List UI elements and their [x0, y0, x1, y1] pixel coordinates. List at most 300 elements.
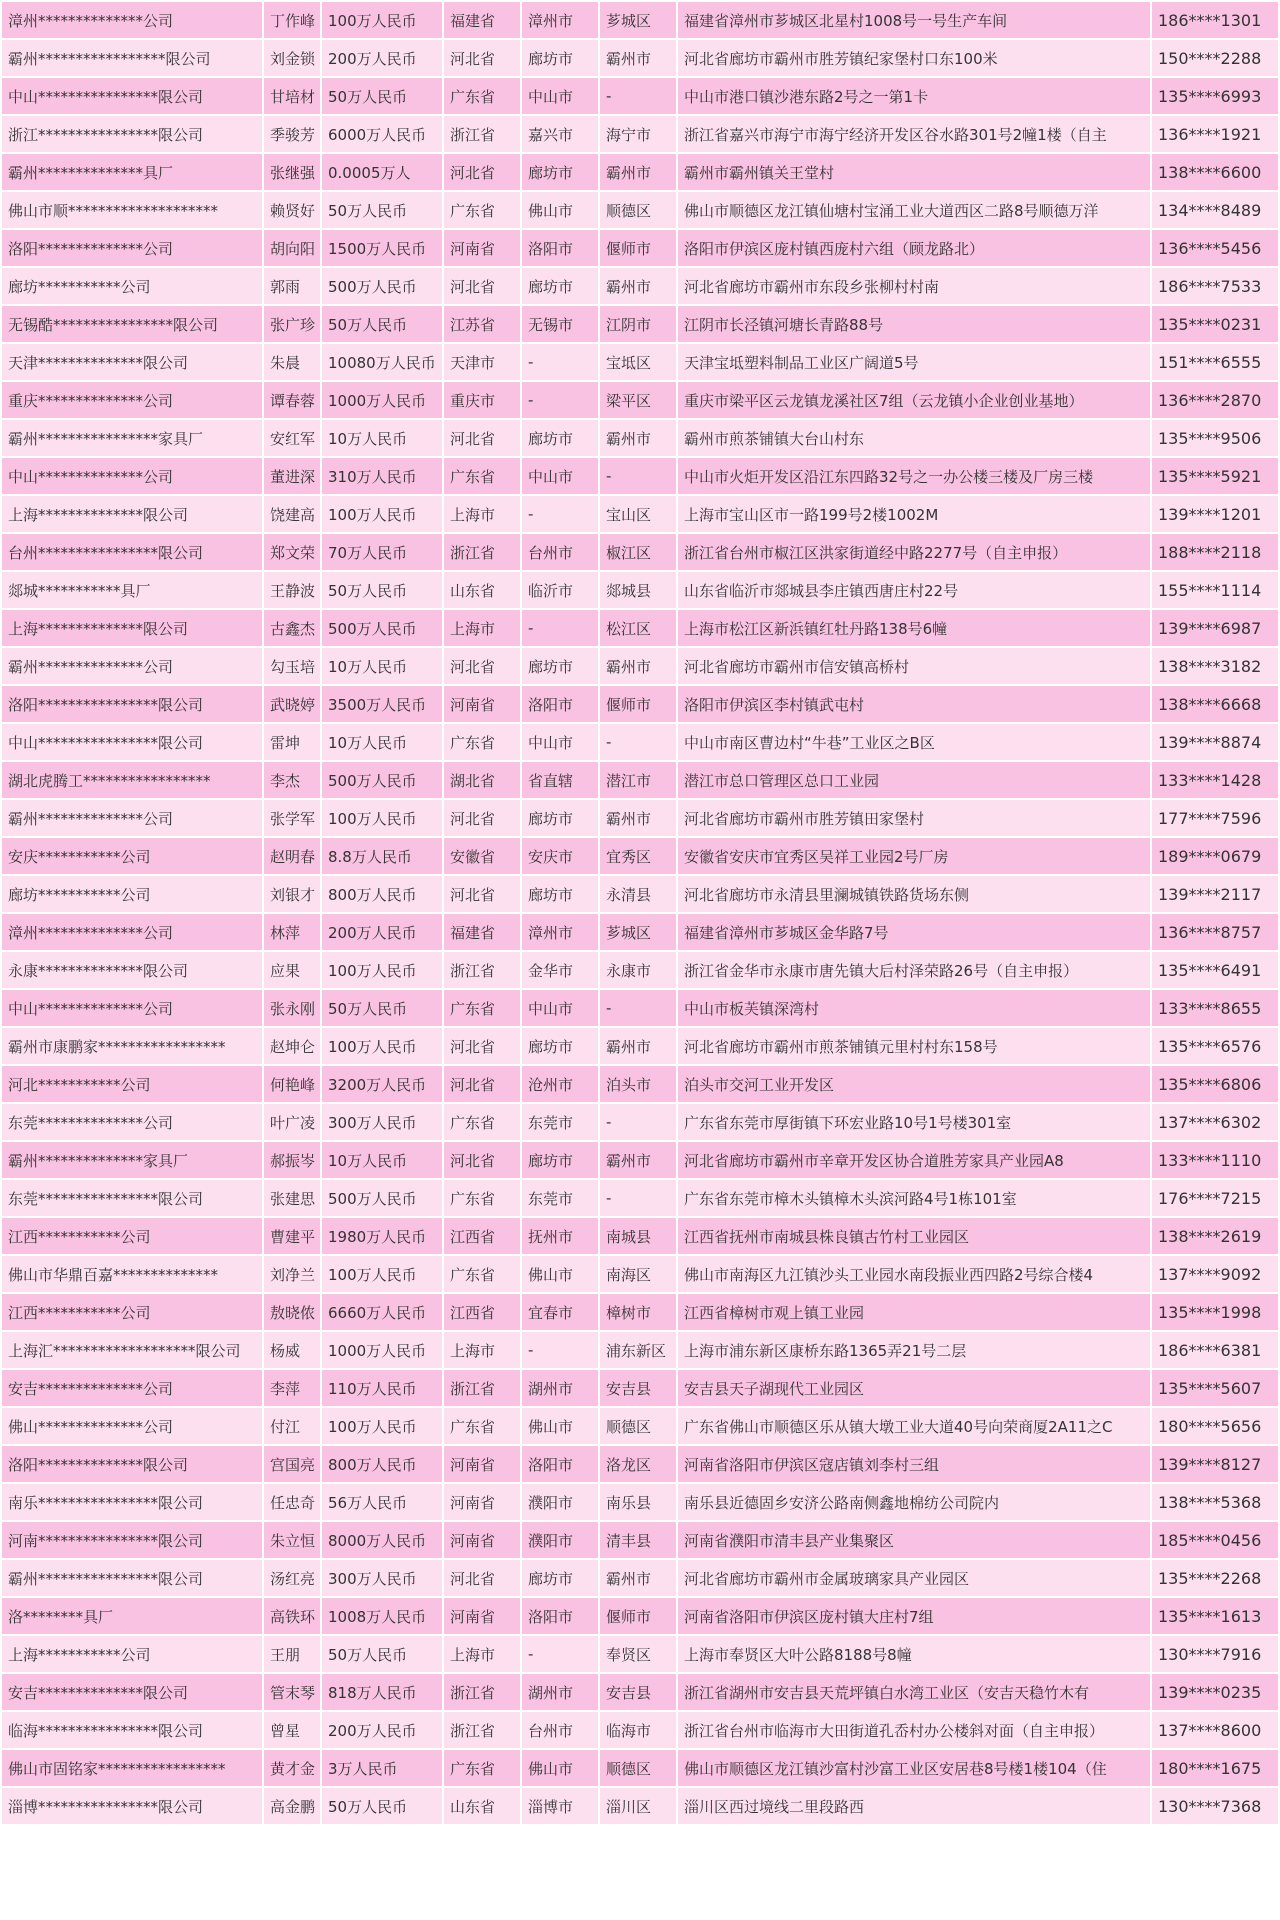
- address-cell: 潜江市总口管理区总口工业园: [678, 762, 1150, 798]
- legal-rep-cell: 董进深: [264, 458, 320, 494]
- company-name-cell: 中山**************公司: [2, 458, 262, 494]
- province-cell: 浙江省: [444, 952, 520, 988]
- capital-cell: 50万人民币: [322, 1788, 442, 1824]
- district-cell: 霸州市: [600, 1142, 676, 1178]
- district-cell: 永清县: [600, 876, 676, 912]
- company-name-cell: 江西***********公司: [2, 1218, 262, 1254]
- table-row: [2, 78, 1278, 114]
- province-cell: 河北省: [444, 1066, 520, 1102]
- company-name-cell: 东莞****************限公司: [2, 1180, 262, 1216]
- capital-cell: 50万人民币: [322, 1636, 442, 1672]
- city-cell: -: [522, 382, 598, 418]
- capital-cell: 8000万人民币: [322, 1522, 442, 1558]
- company-name-cell: 河南****************限公司: [2, 1522, 262, 1558]
- district-cell: 清丰县: [600, 1522, 676, 1558]
- company-name-cell: 佛山市华鼎百嘉**************: [2, 1256, 262, 1292]
- legal-rep-cell: 古鑫杰: [264, 610, 320, 646]
- district-cell: 海宁市: [600, 116, 676, 152]
- phone-cell: 138****2619: [1152, 1218, 1278, 1254]
- table-row: [2, 1066, 1278, 1102]
- province-cell: 河南省: [444, 686, 520, 722]
- address-cell: 河北省廊坊市霸州市金属玻璃家具产业园区: [678, 1560, 1150, 1596]
- company-name-cell: 洛阳**************限公司: [2, 1446, 262, 1482]
- legal-rep-cell: 赖贤好: [264, 192, 320, 228]
- capital-cell: 500万人民币: [322, 762, 442, 798]
- province-cell: 浙江省: [444, 1712, 520, 1748]
- address-cell: 浙江省金华市永康市唐先镇大后村泽荣路26号（自主申报）: [678, 952, 1150, 988]
- address-cell: 河北省廊坊市霸州市信安镇高桥村: [678, 648, 1150, 684]
- table-row: [2, 1142, 1278, 1178]
- city-cell: -: [522, 344, 598, 380]
- district-cell: 芗城区: [600, 914, 676, 950]
- province-cell: 河北省: [444, 1028, 520, 1064]
- address-cell: 霸州市霸州镇关王堂村: [678, 154, 1150, 190]
- district-cell: 顺德区: [600, 1750, 676, 1786]
- province-cell: 河北省: [444, 876, 520, 912]
- district-cell: 偃师市: [600, 1598, 676, 1634]
- capital-cell: 100万人民币: [322, 800, 442, 836]
- legal-rep-cell: 刘净兰: [264, 1256, 320, 1292]
- legal-rep-cell: 王朋: [264, 1636, 320, 1672]
- province-cell: 山东省: [444, 1788, 520, 1824]
- province-cell: 河北省: [444, 1560, 520, 1596]
- company-name-cell: 佛山**************公司: [2, 1408, 262, 1444]
- capital-cell: 1000万人民币: [322, 1332, 442, 1368]
- province-cell: 河北省: [444, 1142, 520, 1178]
- city-cell: 廊坊市: [522, 1560, 598, 1596]
- city-cell: -: [522, 610, 598, 646]
- district-cell: 霸州市: [600, 420, 676, 456]
- table-row: [2, 762, 1278, 798]
- address-cell: 中山市火炬开发区沿江东四路32号之一办公楼三楼及厂房三楼: [678, 458, 1150, 494]
- district-cell: 霸州市: [600, 1028, 676, 1064]
- province-cell: 广东省: [444, 1750, 520, 1786]
- province-cell: 山东省: [444, 572, 520, 608]
- address-cell: 福建省漳州市芗城区北星村1008号一号生产车间: [678, 2, 1150, 38]
- table-row: [2, 1180, 1278, 1216]
- phone-cell: 138****5368: [1152, 1484, 1278, 1520]
- city-cell: 佛山市: [522, 192, 598, 228]
- table-row: [2, 724, 1278, 760]
- capital-cell: 8.8万人民币: [322, 838, 442, 874]
- phone-cell: 139****0235: [1152, 1674, 1278, 1710]
- capital-cell: 50万人民币: [322, 78, 442, 114]
- company-name-cell: 洛********具厂: [2, 1598, 262, 1634]
- phone-cell: 138****3182: [1152, 648, 1278, 684]
- capital-cell: 300万人民币: [322, 1104, 442, 1140]
- legal-rep-cell: 宫国亮: [264, 1446, 320, 1482]
- address-cell: 上海市宝山区市一路199号2楼1002M: [678, 496, 1150, 532]
- address-cell: 重庆市梁平区云龙镇龙溪社区7组（云龙镇小企业创业基地）: [678, 382, 1150, 418]
- province-cell: 江西省: [444, 1218, 520, 1254]
- company-name-cell: 淄博****************限公司: [2, 1788, 262, 1824]
- city-cell: -: [522, 496, 598, 532]
- phone-cell: 150****2288: [1152, 40, 1278, 76]
- table-row: [2, 382, 1278, 418]
- legal-rep-cell: 郭雨: [264, 268, 320, 304]
- address-cell: 淄川区西过境线二里段路西: [678, 1788, 1150, 1824]
- legal-rep-cell: 武晓婷: [264, 686, 320, 722]
- capital-cell: 10万人民币: [322, 1142, 442, 1178]
- city-cell: 佛山市: [522, 1256, 598, 1292]
- legal-rep-cell: 张继强: [264, 154, 320, 190]
- city-cell: 中山市: [522, 724, 598, 760]
- company-name-cell: 安吉**************公司: [2, 1370, 262, 1406]
- legal-rep-cell: 杨威: [264, 1332, 320, 1368]
- city-cell: 嘉兴市: [522, 116, 598, 152]
- city-cell: 中山市: [522, 990, 598, 1026]
- legal-rep-cell: 王静波: [264, 572, 320, 608]
- legal-rep-cell: 张学军: [264, 800, 320, 836]
- city-cell: 宜春市: [522, 1294, 598, 1330]
- table-row: [2, 268, 1278, 304]
- company-name-cell: 郯城***********具厂: [2, 572, 262, 608]
- address-cell: 江西省樟树市观上镇工业园: [678, 1294, 1150, 1330]
- province-cell: 河南省: [444, 1598, 520, 1634]
- district-cell: 淄川区: [600, 1788, 676, 1824]
- address-cell: 浙江省嘉兴市海宁市海宁经济开发区谷水路301号2幢1楼（自主: [678, 116, 1150, 152]
- company-name-cell: 上海**************限公司: [2, 496, 262, 532]
- phone-cell: 135****6993: [1152, 78, 1278, 114]
- capital-cell: 818万人民币: [322, 1674, 442, 1710]
- legal-rep-cell: 任忠奇: [264, 1484, 320, 1520]
- capital-cell: 500万人民币: [322, 610, 442, 646]
- legal-rep-cell: 李杰: [264, 762, 320, 798]
- province-cell: 浙江省: [444, 1370, 520, 1406]
- table-row: [2, 420, 1278, 456]
- legal-rep-cell: 刘金锁: [264, 40, 320, 76]
- table-row: [2, 1788, 1278, 1824]
- table-row: [2, 1712, 1278, 1748]
- company-name-cell: 临海****************限公司: [2, 1712, 262, 1748]
- legal-rep-cell: 胡向阳: [264, 230, 320, 266]
- capital-cell: 100万人民币: [322, 1256, 442, 1292]
- city-cell: 洛阳市: [522, 1446, 598, 1482]
- address-cell: 河南省洛阳市伊滨区庞村镇大庄村7组: [678, 1598, 1150, 1634]
- company-name-cell: 霸州*****************限公司: [2, 40, 262, 76]
- capital-cell: 100万人民币: [322, 2, 442, 38]
- phone-cell: 135****9506: [1152, 420, 1278, 456]
- legal-rep-cell: 赵明春: [264, 838, 320, 874]
- district-cell: 泊头市: [600, 1066, 676, 1102]
- company-name-cell: 廊坊***********公司: [2, 876, 262, 912]
- province-cell: 浙江省: [444, 116, 520, 152]
- company-name-cell: 南乐****************限公司: [2, 1484, 262, 1520]
- legal-rep-cell: 管末琴: [264, 1674, 320, 1710]
- capital-cell: 300万人民币: [322, 1560, 442, 1596]
- company-name-cell: 漳州**************公司: [2, 914, 262, 950]
- phone-cell: 133****1428: [1152, 762, 1278, 798]
- city-cell: 廊坊市: [522, 1142, 598, 1178]
- address-cell: 河北省廊坊市霸州市煎茶铺镇元里村村东158号: [678, 1028, 1150, 1064]
- city-cell: 中山市: [522, 78, 598, 114]
- phone-cell: 189****0679: [1152, 838, 1278, 874]
- legal-rep-cell: 何艳峰: [264, 1066, 320, 1102]
- legal-rep-cell: 季骏芳: [264, 116, 320, 152]
- phone-cell: 136****2870: [1152, 382, 1278, 418]
- phone-cell: 139****1201: [1152, 496, 1278, 532]
- address-cell: 佛山市南海区九江镇沙头工业园水南段振业西四路2号综合楼4: [678, 1256, 1150, 1292]
- table-row: [2, 1750, 1278, 1786]
- city-cell: 廊坊市: [522, 648, 598, 684]
- capital-cell: 56万人民币: [322, 1484, 442, 1520]
- capital-cell: 50万人民币: [322, 306, 442, 342]
- phone-cell: 130****7368: [1152, 1788, 1278, 1824]
- capital-cell: 1980万人民币: [322, 1218, 442, 1254]
- table-row: [2, 990, 1278, 1026]
- legal-rep-cell: 朱晨: [264, 344, 320, 380]
- address-cell: 浙江省湖州市安吉县天荒坪镇白水湾工业区（安吉天稳竹木有: [678, 1674, 1150, 1710]
- city-cell: 湖州市: [522, 1370, 598, 1406]
- district-cell: -: [600, 724, 676, 760]
- city-cell: 省直辖: [522, 762, 598, 798]
- legal-rep-cell: 安红军: [264, 420, 320, 456]
- capital-cell: 110万人民币: [322, 1370, 442, 1406]
- city-cell: 沧州市: [522, 1066, 598, 1102]
- address-cell: 山东省临沂市郯城县李庄镇西唐庄村22号: [678, 572, 1150, 608]
- table-row: [2, 1408, 1278, 1444]
- phone-cell: 137****9092: [1152, 1256, 1278, 1292]
- table-row: [2, 610, 1278, 646]
- address-cell: 广东省佛山市顺德区乐从镇大墩工业大道40号向荣商厦2A11之C: [678, 1408, 1150, 1444]
- province-cell: 广东省: [444, 1180, 520, 1216]
- table-row: [2, 1446, 1278, 1482]
- address-cell: 上海市松江区新浜镇红牡丹路138号6幢: [678, 610, 1150, 646]
- phone-cell: 135****5921: [1152, 458, 1278, 494]
- capital-cell: 0.0005万人: [322, 154, 442, 190]
- city-cell: 湖州市: [522, 1674, 598, 1710]
- phone-cell: 135****1613: [1152, 1598, 1278, 1634]
- table-row: [2, 1598, 1278, 1634]
- phone-cell: 137****6302: [1152, 1104, 1278, 1140]
- province-cell: 河南省: [444, 1522, 520, 1558]
- address-cell: 安徽省安庆市宜秀区吴祥工业园2号厂房: [678, 838, 1150, 874]
- capital-cell: 200万人民币: [322, 914, 442, 950]
- capital-cell: 800万人民币: [322, 1446, 442, 1482]
- company-name-cell: 上海汇*******************限公司: [2, 1332, 262, 1368]
- company-name-cell: 浙江****************限公司: [2, 116, 262, 152]
- province-cell: 广东省: [444, 990, 520, 1026]
- legal-rep-cell: 张广珍: [264, 306, 320, 342]
- capital-cell: 500万人民币: [322, 268, 442, 304]
- table-row: [2, 838, 1278, 874]
- table-row: [2, 1484, 1278, 1520]
- table-row: [2, 1674, 1278, 1710]
- capital-cell: 70万人民币: [322, 534, 442, 570]
- province-cell: 福建省: [444, 2, 520, 38]
- province-cell: 河南省: [444, 230, 520, 266]
- address-cell: 河南省洛阳市伊滨区寇店镇刘李村三组: [678, 1446, 1150, 1482]
- district-cell: 南城县: [600, 1218, 676, 1254]
- address-cell: 中山市板芙镇深湾村: [678, 990, 1150, 1026]
- phone-cell: 176****7215: [1152, 1180, 1278, 1216]
- province-cell: 河北省: [444, 40, 520, 76]
- province-cell: 河北省: [444, 648, 520, 684]
- district-cell: 南乐县: [600, 1484, 676, 1520]
- phone-cell: 186****1301: [1152, 2, 1278, 38]
- company-name-cell: 霸州****************家具厂: [2, 420, 262, 456]
- address-cell: 浙江省台州市椒江区洪家街道经中路2277号（自主申报）: [678, 534, 1150, 570]
- district-cell: 南海区: [600, 1256, 676, 1292]
- address-cell: 泊头市交河工业开发区: [678, 1066, 1150, 1102]
- legal-rep-cell: 郑文荣: [264, 534, 320, 570]
- city-cell: 安庆市: [522, 838, 598, 874]
- district-cell: 安吉县: [600, 1370, 676, 1406]
- province-cell: 广东省: [444, 724, 520, 760]
- address-cell: 中山市港口镇沙港东路2号之一第1卡: [678, 78, 1150, 114]
- legal-rep-cell: 谭春蓉: [264, 382, 320, 418]
- legal-rep-cell: 郝振岑: [264, 1142, 320, 1178]
- table-row: [2, 914, 1278, 950]
- phone-cell: 139****6987: [1152, 610, 1278, 646]
- phone-cell: 135****2268: [1152, 1560, 1278, 1596]
- phone-cell: 136****8757: [1152, 914, 1278, 950]
- company-name-cell: 洛阳****************限公司: [2, 686, 262, 722]
- district-cell: 奉贤区: [600, 1636, 676, 1672]
- table-row: [2, 40, 1278, 76]
- city-cell: -: [522, 1332, 598, 1368]
- district-cell: 樟树市: [600, 1294, 676, 1330]
- province-cell: 上海市: [444, 610, 520, 646]
- district-cell: 宜秀区: [600, 838, 676, 874]
- table-row: [2, 686, 1278, 722]
- table-row: [2, 534, 1278, 570]
- table-row: [2, 1370, 1278, 1406]
- legal-rep-cell: 饶建高: [264, 496, 320, 532]
- company-name-cell: 安吉**************限公司: [2, 1674, 262, 1710]
- province-cell: 河南省: [444, 1446, 520, 1482]
- legal-rep-cell: 林萍: [264, 914, 320, 950]
- city-cell: 台州市: [522, 1712, 598, 1748]
- phone-cell: 135****5607: [1152, 1370, 1278, 1406]
- phone-cell: 137****8600: [1152, 1712, 1278, 1748]
- city-cell: 佛山市: [522, 1408, 598, 1444]
- district-cell: 宝坻区: [600, 344, 676, 380]
- company-name-cell: 东莞**************公司: [2, 1104, 262, 1140]
- company-name-cell: 重庆**************公司: [2, 382, 262, 418]
- capital-cell: 200万人民币: [322, 1712, 442, 1748]
- province-cell: 湖北省: [444, 762, 520, 798]
- table-row: [2, 1636, 1278, 1672]
- legal-rep-cell: 曹建平: [264, 1218, 320, 1254]
- phone-cell: 185****0456: [1152, 1522, 1278, 1558]
- district-cell: 霸州市: [600, 1560, 676, 1596]
- company-name-cell: 无锡酷****************限公司: [2, 306, 262, 342]
- company-name-cell: 霸州**************公司: [2, 800, 262, 836]
- phone-cell: 135****6806: [1152, 1066, 1278, 1102]
- address-cell: 河北省廊坊市霸州市辛章开发区协合道胜芳家具产业园A8: [678, 1142, 1150, 1178]
- province-cell: 江西省: [444, 1294, 520, 1330]
- address-cell: 霸州市煎茶铺镇大台山村东: [678, 420, 1150, 456]
- district-cell: 霸州市: [600, 154, 676, 190]
- address-cell: 南乐县近德固乡安济公路南侧鑫地棉纺公司院内: [678, 1484, 1150, 1520]
- table-row: [2, 116, 1278, 152]
- legal-rep-cell: 应果: [264, 952, 320, 988]
- province-cell: 广东省: [444, 1104, 520, 1140]
- phone-cell: 139****2117: [1152, 876, 1278, 912]
- capital-cell: 100万人民币: [322, 1028, 442, 1064]
- table-row: [2, 154, 1278, 190]
- district-cell: 顺德区: [600, 1408, 676, 1444]
- table-row: [2, 1560, 1278, 1596]
- district-cell: 安吉县: [600, 1674, 676, 1710]
- company-name-cell: 漳州**************公司: [2, 2, 262, 38]
- district-cell: -: [600, 990, 676, 1026]
- district-cell: -: [600, 458, 676, 494]
- city-cell: 廊坊市: [522, 154, 598, 190]
- district-cell: 永康市: [600, 952, 676, 988]
- district-cell: -: [600, 1104, 676, 1140]
- phone-cell: 133****8655: [1152, 990, 1278, 1026]
- table-row: [2, 1294, 1278, 1330]
- company-name-cell: 台州****************限公司: [2, 534, 262, 570]
- legal-rep-cell: 曾星: [264, 1712, 320, 1748]
- capital-cell: 3万人民币: [322, 1750, 442, 1786]
- address-cell: 洛阳市伊滨区庞村镇西庞村六组（顾龙路北）: [678, 230, 1150, 266]
- city-cell: 廊坊市: [522, 800, 598, 836]
- city-cell: 金华市: [522, 952, 598, 988]
- city-cell: 抚州市: [522, 1218, 598, 1254]
- company-name-cell: 上海**************限公司: [2, 610, 262, 646]
- legal-rep-cell: 敖晓侬: [264, 1294, 320, 1330]
- address-cell: 江阴市长泾镇河塘长青路88号: [678, 306, 1150, 342]
- city-cell: 濮阳市: [522, 1522, 598, 1558]
- address-cell: 广东省东莞市樟木头镇樟木头滨河路4号1栋101室: [678, 1180, 1150, 1216]
- district-cell: 芗城区: [600, 2, 676, 38]
- address-cell: 福建省漳州市芗城区金华路7号: [678, 914, 1150, 950]
- company-name-cell: 霸州市康鹏家*****************: [2, 1028, 262, 1064]
- province-cell: 浙江省: [444, 534, 520, 570]
- phone-cell: 138****6600: [1152, 154, 1278, 190]
- province-cell: 广东省: [444, 1256, 520, 1292]
- legal-rep-cell: 张永刚: [264, 990, 320, 1026]
- capital-cell: 50万人民币: [322, 990, 442, 1026]
- address-cell: 佛山市顺德区龙江镇仙塘村宝涌工业大道西区二路8号顺德万洋: [678, 192, 1150, 228]
- legal-rep-cell: 黄才金: [264, 1750, 320, 1786]
- province-cell: 河北省: [444, 800, 520, 836]
- district-cell: 霸州市: [600, 800, 676, 836]
- city-cell: 东莞市: [522, 1180, 598, 1216]
- province-cell: 广东省: [444, 192, 520, 228]
- table-row: [2, 648, 1278, 684]
- company-name-cell: 中山**************公司: [2, 990, 262, 1026]
- capital-cell: 100万人民币: [322, 952, 442, 988]
- phone-cell: 138****6668: [1152, 686, 1278, 722]
- capital-cell: 50万人民币: [322, 192, 442, 228]
- district-cell: 椒江区: [600, 534, 676, 570]
- district-cell: 偃师市: [600, 686, 676, 722]
- phone-cell: 180****5656: [1152, 1408, 1278, 1444]
- table-row: [2, 1028, 1278, 1064]
- address-cell: 安吉县天子湖现代工业园区: [678, 1370, 1150, 1406]
- district-cell: -: [600, 78, 676, 114]
- province-cell: 浙江省: [444, 1674, 520, 1710]
- city-cell: 濮阳市: [522, 1484, 598, 1520]
- district-cell: 松江区: [600, 610, 676, 646]
- city-cell: 漳州市: [522, 2, 598, 38]
- phone-cell: 177****7596: [1152, 800, 1278, 836]
- district-cell: 洛龙区: [600, 1446, 676, 1482]
- legal-rep-cell: 刘银才: [264, 876, 320, 912]
- province-cell: 广东省: [444, 78, 520, 114]
- capital-cell: 200万人民币: [322, 40, 442, 76]
- capital-cell: 6000万人民币: [322, 116, 442, 152]
- capital-cell: 3200万人民币: [322, 1066, 442, 1102]
- legal-rep-cell: 张建思: [264, 1180, 320, 1216]
- province-cell: 江苏省: [444, 306, 520, 342]
- capital-cell: 10万人民币: [322, 724, 442, 760]
- province-cell: 安徽省: [444, 838, 520, 874]
